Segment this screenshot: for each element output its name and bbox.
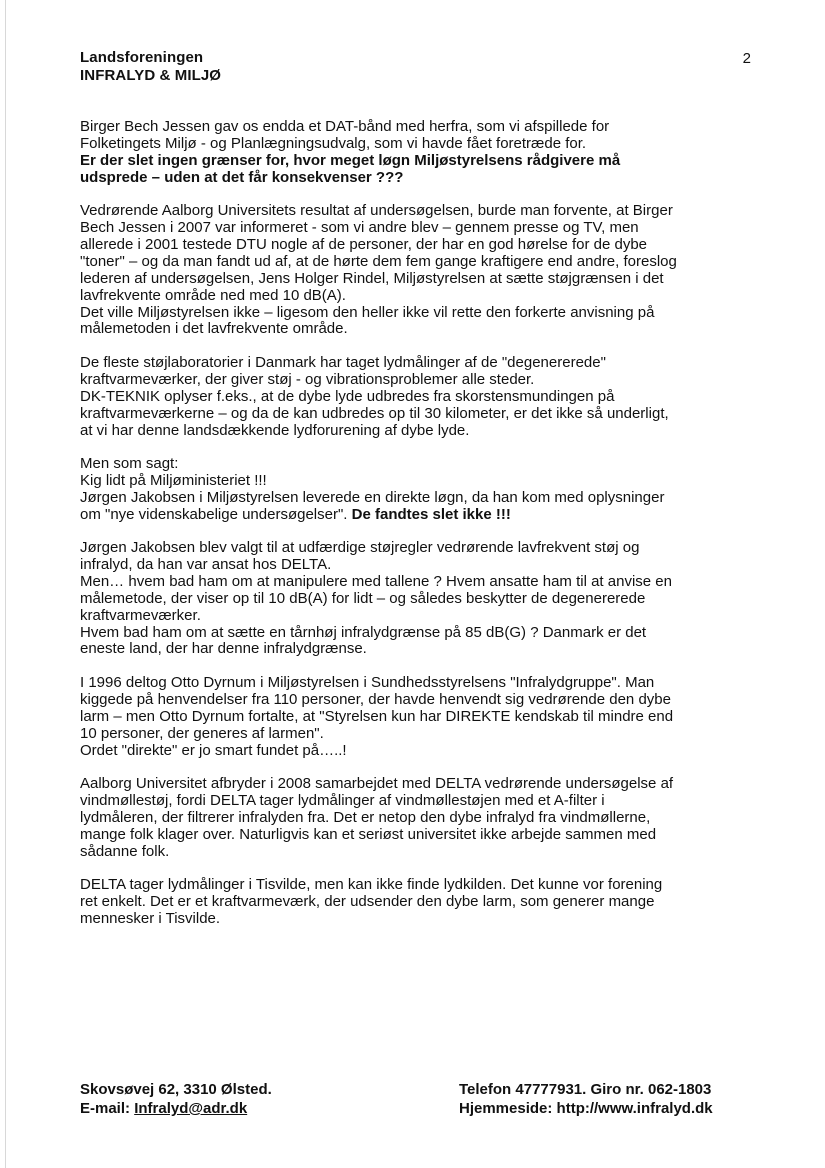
organization-subtitle: INFRALYD & MILJØ: [80, 66, 222, 84]
text-line: [80, 608, 750, 625]
text-line: [80, 641, 750, 658]
text-line: [80, 136, 750, 153]
text-run: mange folk klager over. Naturligvis kan et seriøst universitet ikke arbejde sammen med: [80, 825, 657, 843]
text-run: Men… hvem bad ham om at manipulere med tallene ? Hvem ansatte ham til at anvise en: [80, 572, 672, 590]
paragraph: [80, 877, 750, 928]
text-run: kraftvarmeværker, der giver støj - og vibrationsproblemer alle steder.: [80, 370, 535, 388]
bold-text: udsprede – uden at det får konsekvenser ???: [80, 168, 404, 186]
text-run: Jørgen Jakobsen i Miljøstyrelsen leverede en direkte løgn, da han kom med oplysninger: [80, 488, 665, 506]
text-line: [80, 153, 750, 170]
text-line: [80, 237, 750, 254]
text-line: [80, 473, 750, 490]
text-run: infralyd, da han var ansat hos DELTA.: [80, 555, 332, 573]
text-run: Birger Bech Jessen gav os endda et DAT-bånd med herfra, som vi afspillede for: [80, 118, 610, 135]
text-run: De fleste støjlaboratorier i Danmark har taget lydmålinger af de "degenererede": [80, 353, 606, 371]
bold-text: De fandtes slet ikke !!!: [351, 505, 511, 523]
text-line: [80, 557, 750, 574]
letterhead: [80, 49, 770, 84]
text-line: [80, 675, 750, 692]
text-run: Jørgen Jakobsen blev valgt til at udfærdige støjregler vedrørende lavfrekvent støj og: [80, 539, 640, 557]
text-line: [80, 743, 750, 760]
text-line: [80, 625, 750, 642]
text-run: Men som sagt:: [80, 454, 179, 472]
text-run: at vi har denne landsdækkende lydforurening af dybe lyde.: [80, 421, 470, 439]
organization-name: Landsforeningen: [80, 49, 204, 66]
text-line: [80, 574, 750, 591]
page-number: 2: [742, 50, 751, 67]
text-run: vindmøllestøj, fordi DELTA tager lydmålinger af vindmøllestøjen med et A-filter i: [80, 791, 605, 809]
text-run: eneste land, der har denne infralydgrænse.: [80, 640, 367, 658]
footer-email-link[interactable]: Infralyd@adr.dk: [134, 1100, 248, 1117]
text-line: [80, 220, 750, 237]
text-run: 10 personer, der generes af larmen".: [80, 724, 324, 742]
footer-homepage: Hjemmeside: http://www.infralyd.dk: [459, 1100, 713, 1117]
text-line: [80, 254, 750, 271]
text-run: DELTA tager lydmålinger i Tisvilde, men kan ikke finde lydkilden. Det kunne vor forening: [80, 875, 663, 893]
text-line: [80, 911, 750, 928]
text-run: sådanne folk.: [80, 842, 170, 860]
text-line: [80, 507, 750, 524]
text-line: [80, 355, 750, 372]
footer-contact-left: [80, 1080, 410, 1118]
text-line: [80, 321, 750, 338]
text-line: [80, 456, 750, 473]
text-run: Ordet "direkte" er jo smart fundet på…..!: [80, 741, 347, 759]
paragraph: [80, 119, 750, 187]
text-line: [80, 423, 750, 440]
footer-email-line: [80, 1099, 410, 1118]
text-line: [80, 709, 750, 726]
text-run: "toner" – og da man fandt ud af, at de hørte dem fem gange kraftigere end andre, foreslog: [80, 252, 677, 270]
text-line: [80, 827, 750, 844]
text-line: [80, 372, 750, 389]
text-run: ret enkelt. Det er et kraftvarmeværk, der udsender den dybe larm, som generer mange: [80, 892, 655, 910]
text-line: [80, 540, 750, 557]
text-run: kraftvarmeværker.: [80, 606, 201, 624]
text-run: Folketingets Miljø - og Planlægningsudvalg, som vi havde fået foretræde for.: [80, 134, 587, 152]
text-run: Hvem bad ham om at sætte en tårnhøj infralydgrænse på 85 dB(G) ? Danmark er det: [80, 623, 647, 641]
text-run: I 1996 deltog Otto Dyrnum i Miljøstyrelsen i Sundhedsstyrelsens "Infralydgruppe". Man: [80, 673, 655, 691]
letter-body: [80, 119, 750, 944]
text-run: lavfrekvente område ned med 10 dB(A).: [80, 286, 346, 304]
footer-phone-giro: Telefon 47777931. Giro nr. 062-1803: [459, 1081, 712, 1098]
text-line: [80, 591, 750, 608]
text-run: kiggede på henvendelser fra 110 personer, der havde henvendt sig vedrørende den dybe: [80, 690, 671, 708]
text-run: om "nye videnskabelige undersøgelser".: [80, 505, 352, 523]
paragraph: [80, 675, 750, 760]
text-run: Det ville Miljøstyrelsen ikke – ligesom den heller ikke vil rette den forkerte anvisning på: [80, 303, 655, 321]
text-line: [80, 203, 750, 220]
page-edge-line: [5, 0, 6, 1168]
paragraph: [80, 355, 750, 440]
text-line: [80, 305, 750, 322]
text-run: lydmåleren, der filtrerer infralyden fra. Det er netop den dybe infralyd fra vindmøllerne,: [80, 808, 651, 826]
text-run: Vedrørende Aalborg Universitets resultat af undersøgelsen, burde man forvente, at Birger: [80, 202, 673, 220]
text-line: [80, 844, 750, 861]
text-run: Kig lidt på Miljøministeriet !!!: [80, 471, 267, 489]
text-line: [80, 877, 750, 894]
text-run: mennesker i Tisvilde.: [80, 909, 221, 927]
text-line: [80, 119, 750, 136]
text-run: lederen af undersøgelsen, Jens Holger Rindel, Miljøstyrelsen at sætte støjgrænsen i det: [80, 269, 664, 287]
text-run: kraftvarmeværkerne – og da de kan udbredes op til 30 kilometer, er det ikke så underligt,: [80, 404, 669, 422]
text-line: [80, 288, 750, 305]
text-line: [80, 170, 750, 187]
text-run: DK-TEKNIK oplyser f.eks., at de dybe lyde udbredes fra skorstensmundingen på: [80, 387, 615, 405]
text-run: målemetode, der viser op til 10 dB(A) for lidt – og således beskytter de degenererede: [80, 589, 646, 607]
text-line: [80, 810, 750, 827]
text-line: [80, 389, 750, 406]
text-line: [80, 406, 750, 423]
bold-text: Er der slet ingen grænser for, hvor meget løgn Miljøstyrelsens rådgivere må: [80, 151, 621, 169]
text-run: Bech Jessen i 2007 var informeret - som vi andre blev – gennem presse og TV, men: [80, 219, 639, 237]
text-line: [80, 490, 750, 507]
text-run: målemetoden i det lavfrekvente område.: [80, 320, 348, 338]
text-line: [80, 894, 750, 911]
text-run: allerede i 2001 testede DTU nogle af de personer, der har en god hørelse for de dybe: [80, 235, 648, 253]
text-run: Aalborg Universitet afbryder i 2008 samarbejdet med DELTA vedrørende undersøgelse af: [80, 774, 674, 792]
text-line: [80, 726, 750, 743]
text-line: [80, 271, 750, 288]
paragraph: [80, 540, 750, 658]
paragraph: [80, 776, 750, 861]
footer-contact-right: [459, 1080, 759, 1118]
text-line: [80, 776, 750, 793]
text-line: [80, 793, 750, 810]
text-run: larm – men Otto Dyrnum fortalte, at "Styrelsen kun har DIREKTE kendskab til mindre end: [80, 707, 674, 725]
paragraph: [80, 203, 750, 338]
footer-email-label: E-mail:: [80, 1100, 135, 1117]
paragraph: [80, 456, 750, 524]
text-line: [80, 692, 750, 709]
footer-address: Skovsøvej 62, 3310 Ølsted.: [80, 1081, 272, 1098]
